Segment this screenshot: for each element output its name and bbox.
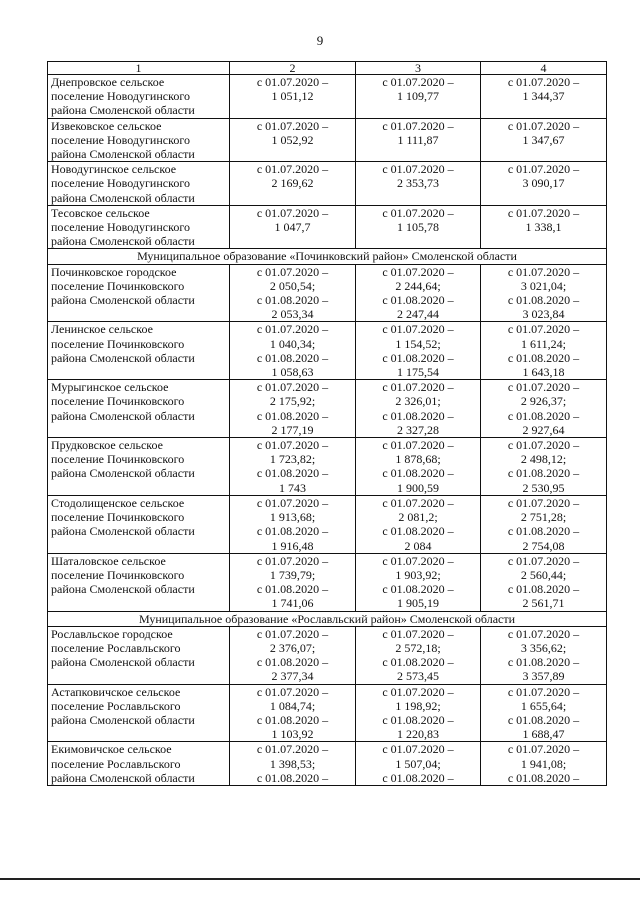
tariff-col4 xyxy=(481,495,607,553)
settlement-name-line: Починковское городское xyxy=(51,264,177,279)
settlement-name xyxy=(48,380,230,438)
tariff-col3-line: с 01.07.2020 – xyxy=(382,626,454,641)
settlement-name-line: Стодолищенское сельское xyxy=(51,495,185,510)
tariff-col3-line: 1 154,52; xyxy=(395,336,441,351)
tariff-col2-line: с 01.07.2020 – xyxy=(256,684,329,699)
tariff-col3-line: 1 198,92; xyxy=(395,698,441,713)
settlement-name-line: района Смоленской области xyxy=(51,234,195,249)
tariff-col4 xyxy=(481,322,607,380)
tariff-col4-line: с 01.07.2020 – xyxy=(507,380,580,395)
tariff-col4-line: с 01.07.2020 – xyxy=(507,438,580,453)
tariff-col2-line: с 01.07.2020 – xyxy=(256,495,329,510)
tariff-col4-line: 1 643,18 xyxy=(522,365,565,380)
tariff-col2-line: 2 377,34 xyxy=(271,669,314,684)
tariff-col4-line: с 01.07.2020 – xyxy=(507,162,580,177)
table-row xyxy=(48,162,607,206)
tariff-col4-line: 3 357,89 xyxy=(522,669,565,684)
tariff-col3-line: 2 084 xyxy=(404,538,432,553)
table-row xyxy=(48,438,607,496)
tariff-col4 xyxy=(481,553,607,611)
tariff-col3-line: 1 109,77 xyxy=(397,89,439,104)
settlement-name-line: поселение Починковского xyxy=(51,278,185,293)
settlement-name xyxy=(48,495,230,553)
tariff-col3-line: с 01.08.2020 – xyxy=(382,408,454,423)
table-row xyxy=(48,495,607,553)
column-header: 2 xyxy=(230,62,356,75)
table-body xyxy=(48,75,607,786)
tariff-col4-line: с 01.08.2020 – xyxy=(507,582,580,597)
settlement-name xyxy=(48,75,230,119)
tariff-col3 xyxy=(356,118,481,162)
tariff-col2-line: 1 051,12 xyxy=(271,89,314,104)
column-header: 1 xyxy=(48,62,230,75)
tariff-col3-line: с 01.08.2020 – xyxy=(382,655,454,670)
tariff-col4-line: 3 023,84 xyxy=(522,307,565,322)
tariff-col4-line: с 01.07.2020 – xyxy=(507,626,580,641)
table-row xyxy=(48,742,607,786)
tariff-col4-line: 2 754,08 xyxy=(522,538,565,553)
tariff-col3 xyxy=(356,438,481,496)
tariff-col2-line: с 01.08.2020 – xyxy=(256,712,329,727)
tariff-col3-line: 2 247,44 xyxy=(397,307,439,322)
tariff-col2-line: 2 177,19 xyxy=(271,422,314,437)
table-row xyxy=(48,264,607,322)
table-row xyxy=(48,684,607,742)
tariff-col3 xyxy=(356,264,481,322)
settlement-name xyxy=(48,205,230,249)
tariff-col3-line: с 01.07.2020 – xyxy=(382,380,454,395)
tariff-col2-line: 2 175,92; xyxy=(269,394,316,409)
tariff-col4 xyxy=(481,205,607,249)
tariff-col4-line: 1 347,67 xyxy=(522,132,565,147)
settlement-name-line: района Смоленской области xyxy=(51,408,195,423)
settlement-name-line: Днепровское сельское xyxy=(51,75,165,89)
tariff-col4-line: 2 926,37; xyxy=(520,394,567,409)
settlement-name-line: Мурыгинское сельское xyxy=(51,380,169,395)
settlement-name-line: поселение Новодугинского xyxy=(51,220,190,235)
settlement-name-line: поселение Рославльского xyxy=(51,698,181,713)
tariff-col2-line: с 01.07.2020 – xyxy=(256,322,329,337)
tariff-col2-line: с 01.08.2020 – xyxy=(256,524,329,539)
settlement-name-line: района Смоленской области xyxy=(51,350,195,365)
table-row xyxy=(48,75,607,119)
tariff-col2-line: 2 169,62 xyxy=(271,176,314,191)
settlement-name-line: района Смоленской области xyxy=(51,103,195,118)
bottom-rule xyxy=(0,878,640,880)
settlement-name-line: Новодугинское сельское xyxy=(51,162,177,177)
tariff-col2-line: 1 398,53; xyxy=(269,756,316,771)
tariff-col2-line: с 01.07.2020 – xyxy=(256,205,329,220)
tariff-col3 xyxy=(356,162,481,206)
tariff-col2 xyxy=(230,380,356,438)
tariff-col4-line: 3 021,04; xyxy=(520,278,567,293)
tariff-col3 xyxy=(356,553,481,611)
tariff-col4-line: с 01.07.2020 – xyxy=(507,75,580,89)
table-row xyxy=(48,380,607,438)
tariff-col3-line: с 01.07.2020 – xyxy=(382,75,454,89)
tariff-col3 xyxy=(356,380,481,438)
tariff-col4-line: 1 688,47 xyxy=(522,727,565,742)
settlement-name-line: района Смоленской области xyxy=(51,770,195,785)
tariff-col4 xyxy=(481,438,607,496)
tariff-col4-line: 2 560,44; xyxy=(520,567,567,582)
tariff-col3 xyxy=(356,742,481,786)
tariff-col2-line: 1 103,92 xyxy=(271,727,314,742)
tariff-col2-line: с 01.07.2020 – xyxy=(256,118,329,133)
tariff-col2-line: с 01.08.2020 – xyxy=(256,655,329,670)
tariff-col4-line: с 01.07.2020 – xyxy=(507,322,580,337)
tariff-col2-line: с 01.07.2020 – xyxy=(256,742,329,757)
settlement-name-line: Рославльское городское xyxy=(51,626,173,641)
table-row xyxy=(48,322,607,380)
tariff-col2-line: с 01.07.2020 – xyxy=(256,553,329,568)
tariff-col3-line: с 01.07.2020 – xyxy=(382,495,454,510)
settlement-name-line: поселение Новодугинского xyxy=(51,176,190,191)
tariff-col4-line: 1 611,24; xyxy=(521,336,566,351)
settlement-name-line: поселение Рославльского xyxy=(51,756,181,771)
settlement-name-line: района Смоленской области xyxy=(51,655,195,670)
tariff-col2 xyxy=(230,162,356,206)
tariff-col4-line: с 01.08.2020 – xyxy=(507,712,580,727)
settlement-name-line: района Смоленской области xyxy=(51,712,195,727)
settlement-name-line: поселение Новодугинского xyxy=(51,132,190,147)
tariff-col3 xyxy=(356,75,481,119)
tariff-col4-line: с 01.08.2020 – xyxy=(507,293,580,308)
tariff-col4 xyxy=(481,75,607,119)
tariff-col3-line: с 01.08.2020 – xyxy=(382,770,454,785)
tariff-col3-line: 2 572,18; xyxy=(395,640,441,655)
tariff-col3-line: 1 900,59 xyxy=(397,480,439,495)
settlement-name-line: Ленинское сельское xyxy=(51,322,153,337)
page-number: 9 xyxy=(316,33,324,48)
settlement-name xyxy=(48,264,230,322)
tariff-col3-line: 1 105,78 xyxy=(397,220,439,235)
tariff-col2 xyxy=(230,495,356,553)
tariff-col2-line: 1 047,7 xyxy=(274,220,311,235)
tariff-col3-line: 1 111,87 xyxy=(397,132,439,147)
tariff-col4-line: 1 338,1 xyxy=(525,220,562,235)
tariff-col3-line: с 01.08.2020 – xyxy=(382,350,454,365)
tariff-col4 xyxy=(481,626,607,684)
tariff-col3 xyxy=(356,495,481,553)
header-row xyxy=(48,62,607,75)
table-row xyxy=(48,205,607,249)
tariff-col2 xyxy=(230,626,356,684)
tariff-col3-line: 1 905,19 xyxy=(397,596,439,611)
tariff-col2-line: с 01.08.2020 – xyxy=(256,466,329,481)
settlement-name xyxy=(48,322,230,380)
tariff-col4-line: с 01.08.2020 – xyxy=(507,350,580,365)
tariff-col4-line: 2 927,64 xyxy=(522,422,565,437)
tariff-col4 xyxy=(481,380,607,438)
settlement-name xyxy=(48,438,230,496)
tariff-col2-line: 1 058,63 xyxy=(271,365,314,380)
settlement-name-line: поселение Починковского xyxy=(51,567,185,582)
tariff-col2-line: 2 376,07; xyxy=(269,640,316,655)
tariff-col4 xyxy=(481,684,607,742)
settlement-name xyxy=(48,684,230,742)
tariff-col2 xyxy=(230,684,356,742)
column-header: 4 xyxy=(481,62,607,75)
tariff-col2-line: с 01.08.2020 – xyxy=(256,350,329,365)
tariff-col3-line: с 01.07.2020 – xyxy=(382,742,454,757)
tariff-col3-line: 2 326,01; xyxy=(395,394,441,409)
tariff-col4-line: с 01.08.2020 – xyxy=(507,408,580,423)
tariff-col3-line: 1 507,04; xyxy=(395,756,441,771)
tariff-col2 xyxy=(230,553,356,611)
tariff-col4-line: с 01.07.2020 – xyxy=(507,264,580,279)
tariff-col2-line: 1 743 xyxy=(279,480,306,495)
tariff-col4-line: 3 090,17 xyxy=(522,176,565,191)
tariff-col3-line: с 01.07.2020 – xyxy=(382,684,454,699)
tariff-col3-line: с 01.07.2020 – xyxy=(382,553,454,568)
tariff-col2-line: с 01.08.2020 – xyxy=(256,770,329,785)
tariff-col2 xyxy=(230,438,356,496)
settlement-name-line: поселение Починковского xyxy=(51,336,185,351)
tariff-col4-line: с 01.08.2020 – xyxy=(507,466,580,481)
tariff-col4-line: 1 941,08; xyxy=(520,756,567,771)
tariff-col3-line: 2 327,28 xyxy=(397,422,439,437)
tariff-col2-line: 1 916,48 xyxy=(271,538,314,553)
tariff-col3 xyxy=(356,205,481,249)
table-row xyxy=(48,553,607,611)
tariff-col4-line: с 01.07.2020 – xyxy=(507,684,580,699)
tariff-col3-line: с 01.07.2020 – xyxy=(382,264,454,279)
tariff-col3-line: 2 353,73 xyxy=(397,176,439,191)
tariff-col2-line: 1 739,79; xyxy=(269,567,316,582)
tariff-col2-line: 2 050,54; xyxy=(269,278,316,293)
settlement-name-line: поселение Рославльского xyxy=(51,640,181,655)
tariff-col2 xyxy=(230,264,356,322)
tariff-col4-line: с 01.07.2020 – xyxy=(507,495,580,510)
section-row xyxy=(48,249,607,264)
settlement-name xyxy=(48,742,230,786)
settlement-name-line: Извековское сельское xyxy=(51,118,162,133)
tariff-col3-line: с 01.07.2020 – xyxy=(382,322,454,337)
tariff-col2 xyxy=(230,118,356,162)
tariff-col3-line: 1 175,54 xyxy=(397,365,439,380)
tariff-col4-line: 1 344,37 xyxy=(522,89,565,104)
tariff-col4-line: с 01.08.2020 – xyxy=(507,655,580,670)
tariff-col2 xyxy=(230,205,356,249)
tariff-col2-line: с 01.08.2020 – xyxy=(256,293,329,308)
settlement-name-line: Прудковское сельское xyxy=(51,438,163,453)
settlement-name-line: Шаталовское сельское xyxy=(51,553,166,568)
tariff-col4-line: с 01.08.2020 – xyxy=(507,524,580,539)
settlement-name-line: Екимовичское сельское xyxy=(51,742,172,757)
tariff-col4-line: 2 530,95 xyxy=(522,480,565,495)
tariff-col4-line: с 01.07.2020 – xyxy=(507,742,580,757)
section-row xyxy=(48,611,607,626)
settlement-name xyxy=(48,118,230,162)
tariff-col2-line: с 01.07.2020 – xyxy=(256,75,329,89)
tariff-col2-line: 1 741,06 xyxy=(271,596,314,611)
tariff-col2 xyxy=(230,322,356,380)
tariff-col2-line: с 01.07.2020 – xyxy=(256,626,329,641)
tariff-col2-line: 1 052,92 xyxy=(271,132,314,147)
tariff-col2-line: 2 053,34 xyxy=(271,307,314,322)
tariff-col3-line: с 01.08.2020 – xyxy=(382,582,454,597)
tariff-col4-line: с 01.07.2020 – xyxy=(507,118,580,133)
settlement-name xyxy=(48,162,230,206)
settlement-name-line: поселение Починковского xyxy=(51,394,185,409)
settlement-name-line: Астапковичское сельское xyxy=(51,684,181,699)
tariff-col4 xyxy=(481,118,607,162)
settlement-name xyxy=(48,553,230,611)
section-title: Муниципальное образование «Починковский район» Смоленской области xyxy=(48,249,607,264)
tariff-col2-line: 1 040,34; xyxy=(269,336,316,351)
table-row xyxy=(48,626,607,684)
tariff-col2-line: 1 913,68; xyxy=(269,510,316,525)
tariff-col3-line: с 01.07.2020 – xyxy=(382,162,454,177)
tariff-col3-line: 1 878,68; xyxy=(395,452,441,467)
tariff-col3-line: с 01.08.2020 – xyxy=(382,712,454,727)
tariff-col2-line: с 01.07.2020 – xyxy=(256,438,329,453)
tariff-col3 xyxy=(356,626,481,684)
tariff-col2-line: 1 084,74; xyxy=(269,698,316,713)
tariff-col3 xyxy=(356,684,481,742)
settlement-name-line: района Смоленской области xyxy=(51,524,195,539)
tariff-col4-line: 2 561,71 xyxy=(522,596,565,611)
settlement-name-line: района Смоленской области xyxy=(51,582,195,597)
tariff-col2-line: с 01.07.2020 – xyxy=(256,162,329,177)
column-header: 3 xyxy=(356,62,481,75)
tariff-col3-line: 1 220,83 xyxy=(397,727,439,742)
tariff-col3-line: 2 244,64; xyxy=(395,278,441,293)
settlement-name-line: поселение Починковского xyxy=(51,510,185,525)
tariff-col3-line: 1 903,92; xyxy=(395,567,441,582)
settlement-name-line: района Смоленской области xyxy=(51,190,195,205)
settlement-name-line: района Смоленской области xyxy=(51,466,195,481)
tariff-col4-line: с 01.08.2020 – xyxy=(507,770,580,785)
tariff-col4 xyxy=(481,162,607,206)
tariff-col3-line: 2 081,2; xyxy=(398,510,438,525)
section-title: Муниципальное образование «Рославльский район» Смоленской области xyxy=(48,611,607,626)
tariff-col3-line: с 01.07.2020 – xyxy=(382,205,454,220)
tariff-col2 xyxy=(230,742,356,786)
tariff-col2 xyxy=(230,75,356,119)
settlement-name-line: поселение Новодугинского xyxy=(51,89,190,104)
tariff-col2-line: с 01.07.2020 – xyxy=(256,264,329,279)
tariff-col4-line: с 01.07.2020 – xyxy=(507,553,580,568)
table-row xyxy=(48,118,607,162)
tariff-col3-line: с 01.08.2020 – xyxy=(382,466,454,481)
tariff-col3-line: с 01.07.2020 – xyxy=(382,118,454,133)
settlement-name-line: Тесовское сельское xyxy=(51,205,150,220)
tariff-col3-line: 2 573,45 xyxy=(397,669,439,684)
settlement-name-line: района Смоленской области xyxy=(51,147,195,162)
tariff-col4 xyxy=(481,742,607,786)
settlement-name xyxy=(48,626,230,684)
tariff-col2-line: с 01.07.2020 – xyxy=(256,380,329,395)
tariff-col3-line: с 01.07.2020 – xyxy=(382,438,454,453)
tariff-table xyxy=(47,61,607,786)
settlement-name-line: поселение Починковского xyxy=(51,452,185,467)
tariff-col2-line: 1 723,82; xyxy=(269,452,316,467)
tariff-col4 xyxy=(481,264,607,322)
tariff-col4-line: 2 751,28; xyxy=(520,510,567,525)
tariff-col2-line: с 01.08.2020 – xyxy=(256,582,329,597)
settlement-name-line: района Смоленской области xyxy=(51,293,195,308)
tariff-col4-line: 3 356,62; xyxy=(520,640,567,655)
tariff-col2-line: с 01.08.2020 – xyxy=(256,408,329,423)
tariff-col3 xyxy=(356,322,481,380)
tariff-col3-line: с 01.08.2020 – xyxy=(382,293,454,308)
tariff-col4-line: 2 498,12; xyxy=(520,452,567,467)
tariff-col3-line: с 01.08.2020 – xyxy=(382,524,454,539)
tariff-col4-line: 1 655,64; xyxy=(520,698,567,713)
tariff-col4-line: с 01.07.2020 – xyxy=(507,205,580,220)
